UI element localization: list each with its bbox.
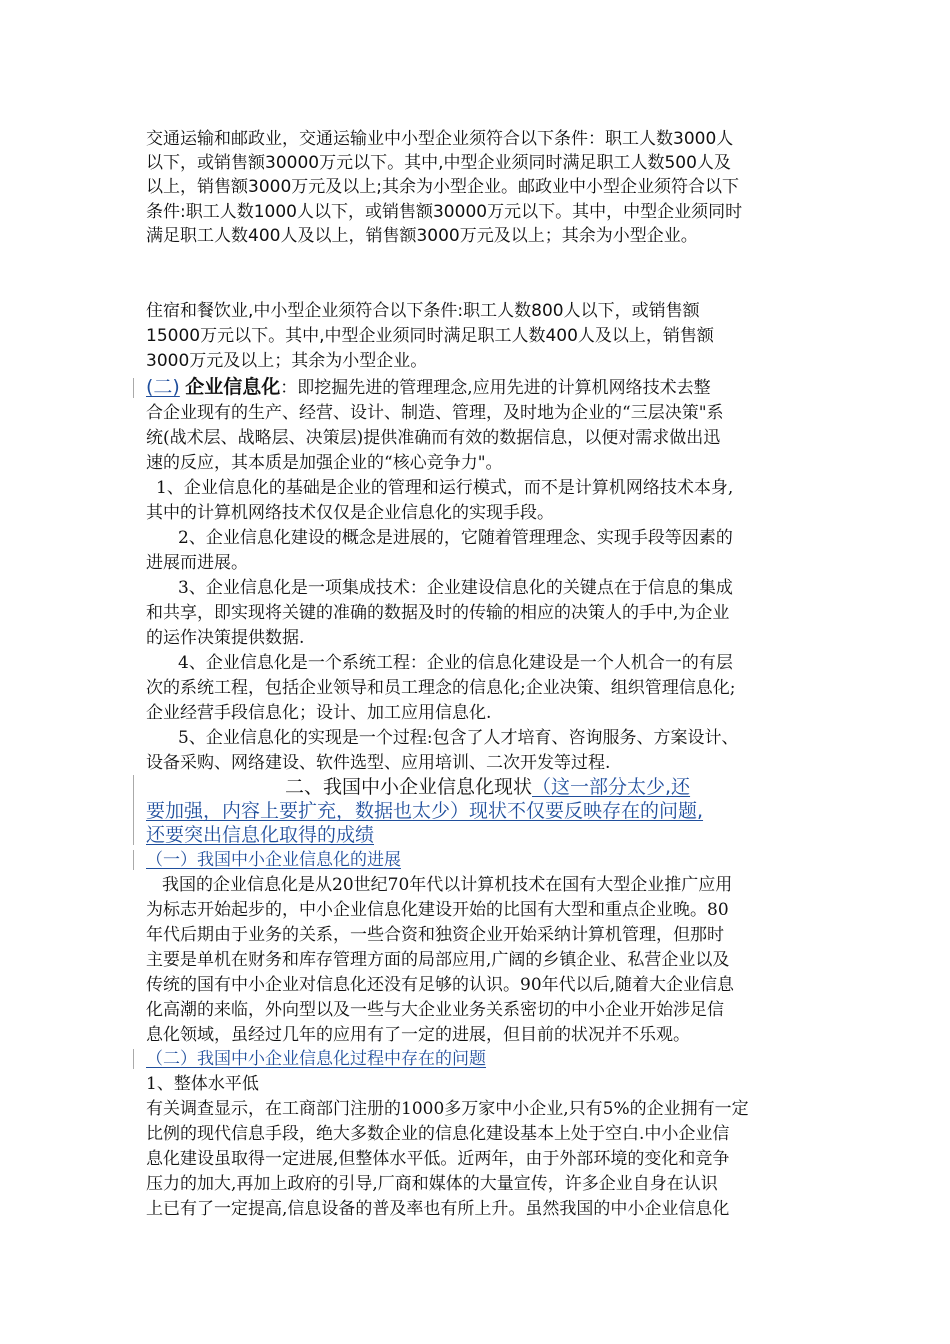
text-line: 满足职工人数400人及以上，销售额3000万元及以上；其余为小型企业。	[146, 226, 698, 246]
text-line: 有关调查显示，在工商部门注册的1000多万家中小企业,只有5%的企业拥有一定	[146, 1099, 749, 1119]
text-line: 统(战术层、战略层、决策层)提供准确而有效的数据信息，以便对需求做出迅	[146, 428, 721, 448]
text-line: 年代后期由于业务的关系，一些合资和独资企业开始采纳计算机管理，但那时	[146, 925, 724, 945]
point-3-line: 和共享，即实现将关键的准确的数据及时的传输的相应的决策人的手中,为企业	[146, 603, 730, 623]
text-line: 比例的现代信息手段，绝大多数企业的信息化建设基本上处于空白.中小企业信	[146, 1124, 730, 1144]
point-5-line: 设备采购、网络建设、软件选型、应用培训、二次开发等过程.	[146, 753, 611, 773]
subsection-title: （二）我国中小企业信息化过程中存在的问题	[146, 1049, 486, 1069]
text-line: 条件:职工人数1000人以下，或销售额30000万元以下。其中，中型企业须同时	[146, 202, 743, 222]
text-line: 住宿和餐饮业,中小型企业须符合以下条件:职工人数800人以下，或销售额	[146, 301, 700, 321]
revision-bar	[133, 1049, 134, 1069]
review-comment: 要加强，内容上要扩充，数据也太少）现状不仅要反映存在的问题,	[146, 800, 704, 822]
revision-bar	[133, 850, 134, 870]
point-3-line: 3、企业信息化是一项集成技术：企业建设信息化的关键点在于信息的集成	[178, 578, 733, 598]
subsection-title: （一）我国中小企业信息化的进展	[146, 850, 401, 870]
revision-bar	[133, 775, 134, 845]
review-comment: 还要突出信息化取得的成绩	[146, 824, 375, 846]
text-line: 交通运输和邮政业，交通运输业中小型企业须符合以下条件：职工人数3000人	[146, 129, 734, 149]
text-line: 以下，或销售额30000万元以下。其中,中型企业须同时满足职工人数500人及	[146, 153, 731, 173]
text-line: 压力的加大,再加上政府的引导,厂商和媒体的大量宣传，许多企业自身在认识	[146, 1174, 718, 1194]
section-marker: (二)	[146, 376, 180, 398]
text-line: 息化建设虽取得一定进展,但整体水平低。近两年，由于外部环境的变化和竞争	[146, 1149, 730, 1169]
text-line: 速的反应，其本质是加强企业的“核心竞争力"。	[146, 453, 503, 473]
review-comment: （这一部分太少,还	[532, 776, 691, 798]
text-line: 15000万元以下。其中,中型企业须同时满足职工人数400人及以上，销售额	[146, 326, 714, 346]
point-4-line: 4、企业信息化是一个系统工程：企业的信息化建设是一个人机合一的有层	[178, 653, 733, 673]
point-3-line: 的运作决策提供数据.	[146, 628, 305, 648]
text-line: 化高潮的来临，外向型以及一些与大企业业务关系密切的中小企业开始涉足信	[146, 1000, 724, 1020]
text-line: 上已有了一定提高,信息设备的普及率也有所上升。虽然我国的中小企业信息化	[146, 1199, 730, 1219]
text-line: 3000万元及以上；其余为小型企业。	[146, 351, 428, 371]
text-line: 为标志开始起步的，中小企业信息化建设开始的比国有大型和重点企业晚。80	[146, 900, 729, 920]
point-1-line: 其中的计算机网络技术仅仅是企业信息化的实现手段。	[146, 503, 554, 523]
section-two-title: 二、我国中小企业信息化现状	[285, 776, 533, 798]
text-line: 息化领域，虽经过几年的应用有了一定的进展，但目前的状况并不乐观。	[146, 1025, 690, 1045]
point-5-line: 5、企业信息化的实现是一个过程:包含了人才培育、咨询服务、方案设计、	[178, 728, 739, 748]
point-1-line: 1、企业信息化的基础是企业的管理和运行模式，而不是计算机网络技术本身,	[156, 478, 734, 498]
text-line: 我国的企业信息化是从20世纪70年代以计算机技术在国有大型企业推广应用	[162, 875, 733, 895]
revision-bar	[133, 378, 134, 398]
text-line: 主要是单机在财务和库存管理方面的局部应用,广阔的乡镇企业、私营企业以及	[146, 950, 730, 970]
text-line: 传统的国有中小企业对信息化还没有足够的认识。90年代以后,随着大企业信息	[146, 975, 735, 995]
text-line: 以上，销售额3000万元及以上;其余为小型企业。邮政业中小型企业须符合以下	[146, 177, 739, 197]
point-2-line: 进展而进展。	[146, 553, 248, 573]
text-line: 合企业现有的生产、经营、设计、制造、管理，及时地为企业的“三层决策"系	[146, 403, 724, 423]
point-4-line: 次的系统工程，包括企业领导和员工理念的信息化;企业决策、组织管理信息化;	[146, 678, 736, 698]
section-definition: ：即挖掘先进的管理理念,应用先进的计算机网络技术去整	[280, 378, 711, 398]
point-2-line: 2、企业信息化建设的概念是进展的，它随着管理理念、实现手段等因素的	[178, 528, 733, 548]
point-4-line: 企业经营手段信息化；设计、加工应用信息化.	[146, 703, 492, 723]
item-title: 1、整体水平低	[146, 1074, 259, 1094]
section-term: 企业信息化	[185, 376, 281, 398]
